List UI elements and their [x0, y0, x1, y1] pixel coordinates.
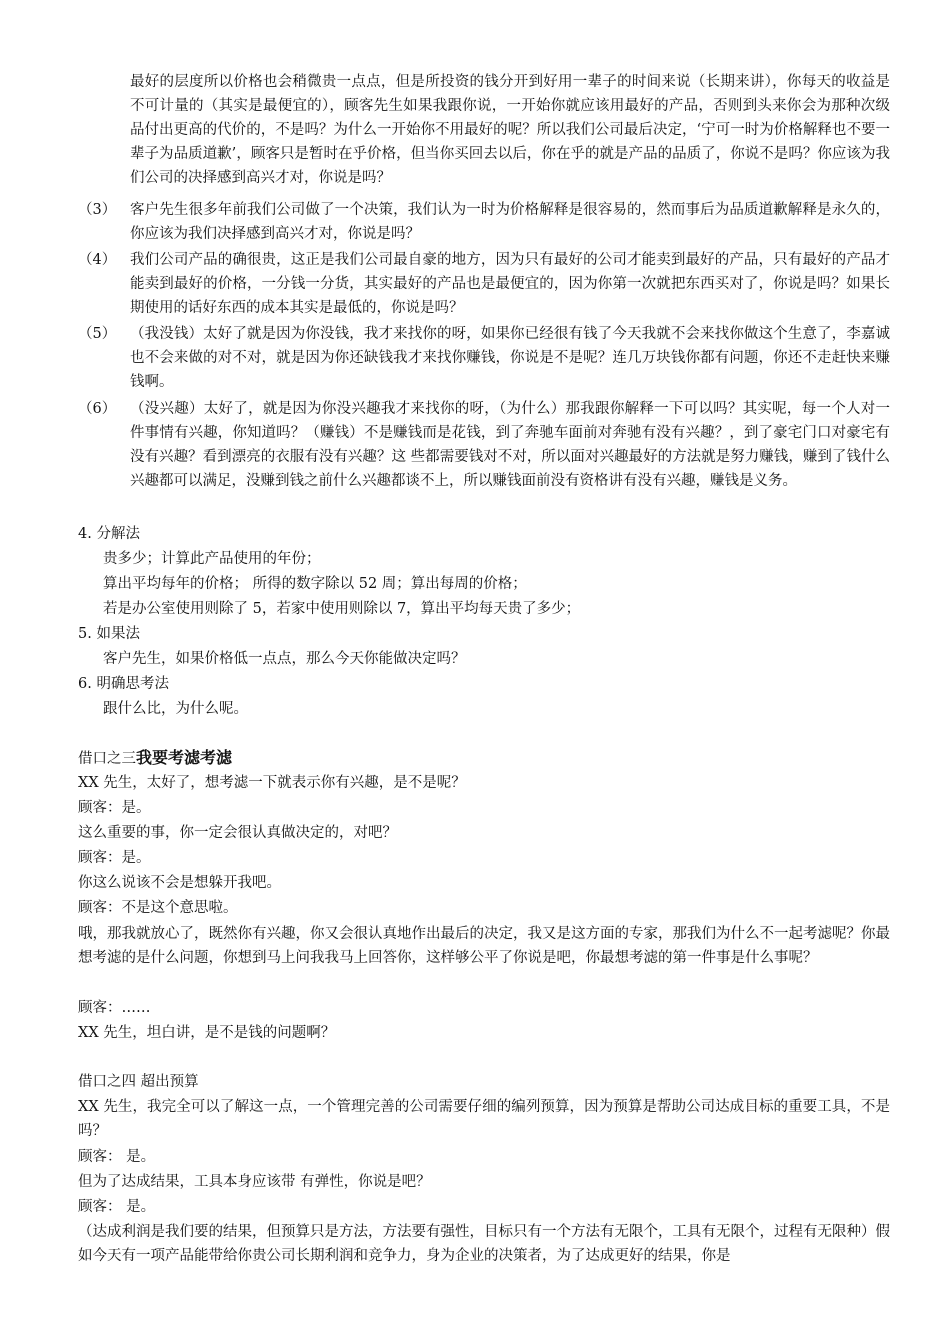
list-item [78, 198, 890, 246]
section-6-line: 跟什么比，为什么呢。 [103, 701, 248, 717]
section-4-line: 贵多少；计算此产品使用的年份； [103, 551, 321, 567]
dialogue-line: 顾客： 是。 [78, 1149, 156, 1165]
section-6-heading: 6. 明确思考法 [78, 676, 169, 692]
dialogue-line: 顾客： 是。 [78, 1199, 156, 1215]
excuse-3-title: 我要考滤考滤 [136, 748, 233, 767]
section-4-line: 若是办公室使用则除了 5，若家中使用则除以 7，算出平均每天贵了多少； [103, 601, 581, 617]
dialogue-line: 顾客：不是这个意思啦。 [78, 900, 238, 916]
dialogue-line: 你这么说该不会是想躲开我吧。 [78, 875, 281, 891]
dialogue-paragraph: 哦，那我就放心了，既然你有兴趣，你又会很认真地作出最后的决定，我又是这方面的专家，那我们为什么不一起考滤呢？你最想考滤的是什么问题，你想到马上问我我马上回答你，这样够公平了你说是吧，你最想考滤的第一件事是什么事呢？ [78, 926, 890, 966]
excuse-3-heading [78, 746, 232, 771]
dialogue-line: 但为了达成结果，工具本身应该带 有弹性，你说是吧？ [78, 1174, 431, 1190]
list-item [78, 248, 890, 320]
section-4-line: 算出平均每年的价格； 所得的数字除以 52 周；算出每周的价格； [103, 576, 527, 592]
dialogue-paragraph: （达成利润是我们要的结果，但预算只是方法，方法要有强性，目标只有一个方法有无限个，工具有无限个，过程有无限种）假如今天有一项产品能带给你贵公司长期利润和竞争力，身为企业的决策者，为了达成更好的结果，你是 [78, 1224, 890, 1264]
dialogue-line: 顾客：是。 [78, 850, 151, 866]
dialogue-line: 顾客：是。 [78, 800, 151, 816]
excuse-4-heading: 借口之四 超出预算 [78, 1074, 199, 1090]
excuse-3-prefix: 借口之三 [78, 751, 136, 767]
dialogue-line: XX 先生，坦白讲，是不是钱的问题啊？ [78, 1025, 336, 1041]
item-text: （没兴趣）太好了，就是因为你没兴趣我才来找你的呀，（为什么）那我跟你解释一下可以吗？其实呢，每一个人对一件事情有兴趣，你知道吗？（赚钱）不是赚钱而是花钱，到了奔驰车面前对奔驰有没有兴趣？，到了豪宅门口对豪宅有没有兴趣？看到漂亮的衣服有没有兴趣？这 些都需要钱对不对，所以面对兴趣最好的方法就是努力赚钱，赚到了钱什么兴趣都可以满足，没赚到钱之前什么兴趣都谈不上，所以赚钱面前没有资格讲有没有兴趣，赚钱是义务。 [130, 401, 890, 489]
item-text: （我没钱）太好了就是因为你没钱，我才来找你的呀，如果你已经很有钱了今天我就不会来找你做这个生意了，李嘉诚也不会来做的对不对，就是因为你还缺钱我才来找你赚钱，你说是不是呢？连几万块钱你都有问题，你还不走赶快来赚钱啊。 [130, 326, 890, 390]
item-number: （5） [78, 326, 117, 342]
item-text: 客户先生很多年前我们公司做了一个决策，我们认为一时为价格解释是很容易的，然而事后为品质道歉解释是永久的，你应该为我们决择感到高兴才对，你说是吗？ [130, 202, 890, 242]
dialogue-paragraph: XX 先生，我完全可以了解这一点，一个管理完善的公司需要仔细的编列预算，因为预算是帮助公司达成目标的重要工具，不是吗？ [78, 1099, 890, 1139]
item-number: （6） [78, 401, 117, 417]
section-4-heading: 4. 分解法 [78, 526, 140, 542]
dialogue-line: 顾客：…… [78, 1000, 151, 1016]
dialogue-line: 这么重要的事，你一定会很认真做决定的，对吧？ [78, 825, 397, 841]
list-item [78, 397, 890, 493]
intro-paragraph: 最好的层度所以价格也会稍微贵一点点，但是所投资的钱分开到好用一辈子的时间来说（长期来讲），你每天的收益是不可计量的（其实是最便宜的），顾客先生如果我跟你说，一开始你就应该用最好的产品，否则到头来你会为那种次级品付出更高的代价的，不是吗？为什么一开始你不用最好的呢？所以我们公司最后决定，‘宁可一时为价格解释也不要一辈子为品质道歉’，顾客只是暂时在乎价格，但当你买回去以后，你在乎的就是产品的品质了，你说不是吗？你应该为我们公司的决择感到高兴才对，你说是吗？ [130, 74, 890, 186]
item-number: （3） [78, 202, 117, 218]
list-item [78, 322, 890, 394]
section-5-heading: 5. 如果法 [78, 626, 140, 642]
item-number: （4） [78, 252, 117, 268]
item-text: 我们公司产品的确很贵，这正是我们公司最自豪的地方，因为只有最好的公司才能卖到最好的产品，只有最好的产品才能卖到最好的价格，一分钱一分货，其实最好的产品也是最便宜的，因为你第一次就把东西买对了，你说是吗？如果长期使用的话好东西的成本其实是最低的，你说是吗？ [130, 252, 890, 316]
dialogue-line: XX 先生，太好了，想考滤一下就表示你有兴趣，是不是呢？ [78, 775, 466, 791]
section-5-line: 客户先生，如果价格低一点点，那么今天你能做决定吗？ [103, 651, 466, 667]
